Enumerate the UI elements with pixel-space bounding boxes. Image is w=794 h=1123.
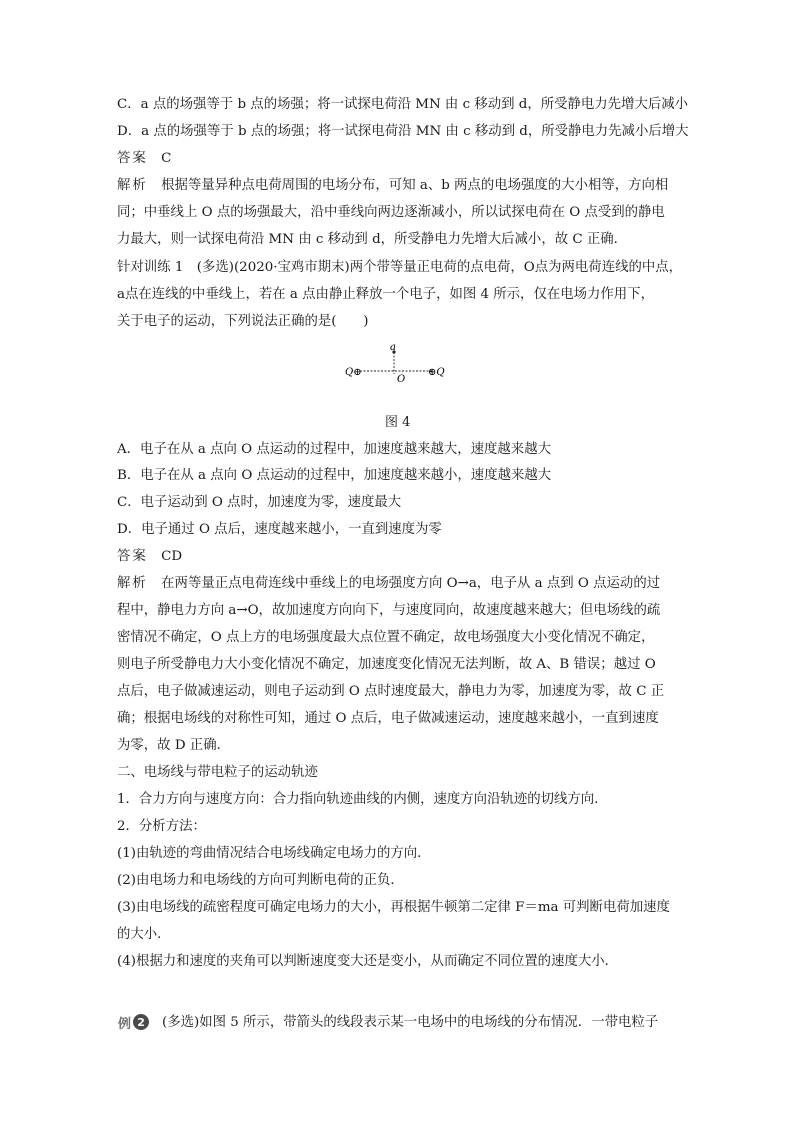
section-item-2-1: (1)由轨迹的弯曲情况结合电场线确定电场力的方向．: [117, 846, 431, 861]
analysis-2-line-4: 点后，电子做减速运动，则电子运动到 O 点时速度最大，静电力为零，加速度为零，故 C 正: [117, 684, 665, 699]
training-line-1: a点在连线的中垂线上，若在 a 点由静止释放一个电子，如图 4 所示，仅在电场力作用下，: [117, 287, 654, 302]
option-a: A．电子在从 a 点向 O 点运动的过程中，加速度越来越大，速度越来越大: [117, 442, 551, 457]
training-line-0: 针对训练 1 (多选)(2020·宝鸡市期末)两个带等量正电荷的点电荷，O点为两电荷连线的中点，: [117, 260, 683, 275]
example-number: 2: [133, 1014, 149, 1030]
example-badge: [118, 1012, 149, 1032]
option-c-prev: C．a 点的场强等于 b 点的场强；将一试探电荷沿 MN 由 c 移动到 d，所受静电力先增大后减小: [117, 97, 689, 112]
point-a-label: a: [390, 342, 396, 353]
example-prefix: 例: [118, 1016, 132, 1032]
answer-2: [117, 548, 182, 566]
analysis-label: 解析: [117, 576, 148, 591]
analysis-2-line-0: 解析 在两等量正点电荷连线中垂线上的电场强度方向 O→a，电子从 a 点到 O 点运动的过: [117, 576, 661, 591]
example-text: (多选)如图 5 所示，带箭头的线段表示某一电场中的电场线的分布情况．一带电粒子: [162, 1015, 659, 1030]
answer-1: [117, 150, 171, 168]
option-d-prev: D．a 点的场强等于 b 点的场强；将一试探电荷沿 MN 由 c 移动到 d，所受静电力先减小后增大: [117, 124, 689, 139]
option-c: C．电子运动到 O 点时，加速度为零，速度最大: [117, 495, 402, 510]
figure-caption: 图 4: [385, 415, 411, 430]
section-item-2-4: (4)根据力和速度的夹角可以判断速度变大还是变小，从而确定不同位置的速度大小．: [117, 954, 619, 969]
analysis-2-line-6: 为零，故 D 正确．: [117, 738, 230, 753]
section-item-2-3-cont: 的大小．: [117, 927, 171, 942]
figure-4-diagram: [340, 340, 460, 394]
answer-label: 答案: [117, 151, 148, 166]
analysis-2-line-3: 则电子所受静电力大小变化情况不确定，加速度变化情况无法判断，故 A、B 错误；越过 O: [117, 657, 656, 672]
analysis-1-line-0: 解析 根据等量异种点电荷周围的电场分布，可知 a、b 两点的电场强度的大小相等，方向相: [117, 178, 669, 193]
left-charge-label: Q⊕: [345, 367, 362, 378]
training-line-2: 关于电子的运动，下列说法正确的是( ): [117, 314, 369, 329]
charge-diagram: [340, 340, 460, 394]
analysis-label: 解析: [117, 178, 148, 193]
section-item-2: 2．分析方法：: [117, 819, 206, 834]
section-item-1: 1．合力方向与速度方向：合力指向轨迹曲线的内侧，速度方向沿轨迹的切线方向．: [117, 792, 608, 807]
analysis-1-line-1: 同；中垂线上 O 点的场强最大，沿中垂线向两边逐渐减小，所以试探电荷在 O 点受到的静电: [117, 205, 665, 220]
center-o-label: O: [397, 374, 406, 385]
section-item-2-3: (3)由电场线的疏密程度可确定电场力的大小，再根据牛顿第二定律 F＝ma 可判断电荷加速度: [117, 900, 670, 915]
section-title: 二、电场线与带电粒子的运动轨迹: [117, 765, 318, 780]
answer-value: C: [161, 151, 172, 166]
answer-value: CD: [161, 549, 183, 564]
analysis-1-line-2: 力最大，则一试探电荷沿 MN 由 c 移动到 d，所受静电力先增大后减小，故 C 正确．: [117, 232, 628, 247]
analysis-2-line-2: 密情况不确定，O 点上方的电场强度最大点位置不确定，故电场强度大小变化情况不确定，: [117, 630, 655, 645]
analysis-2-line-1: 程中，静电力方向 a→O，故加速度方向向下，与速度同向，故速度越来越大；但电场线的疏: [117, 603, 661, 618]
option-b: B．电子在从 a 点向 O 点运动的过程中，加速度越来越小，速度越来越大: [117, 468, 552, 483]
section-item-2-2: (2)由电场力和电场线的方向可判断电荷的正负．: [117, 873, 404, 888]
analysis-2-line-5: 确；根据电场线的对称性可知，通过 O 点后，电子做减速运动，速度越来越小，一直到速度: [117, 711, 659, 726]
right-charge-label: ⊕Q: [428, 367, 445, 378]
answer-label: 答案: [117, 549, 148, 564]
option-d: D．电子通过 O 点后，速度越来越小，一直到速度为零: [117, 522, 442, 537]
